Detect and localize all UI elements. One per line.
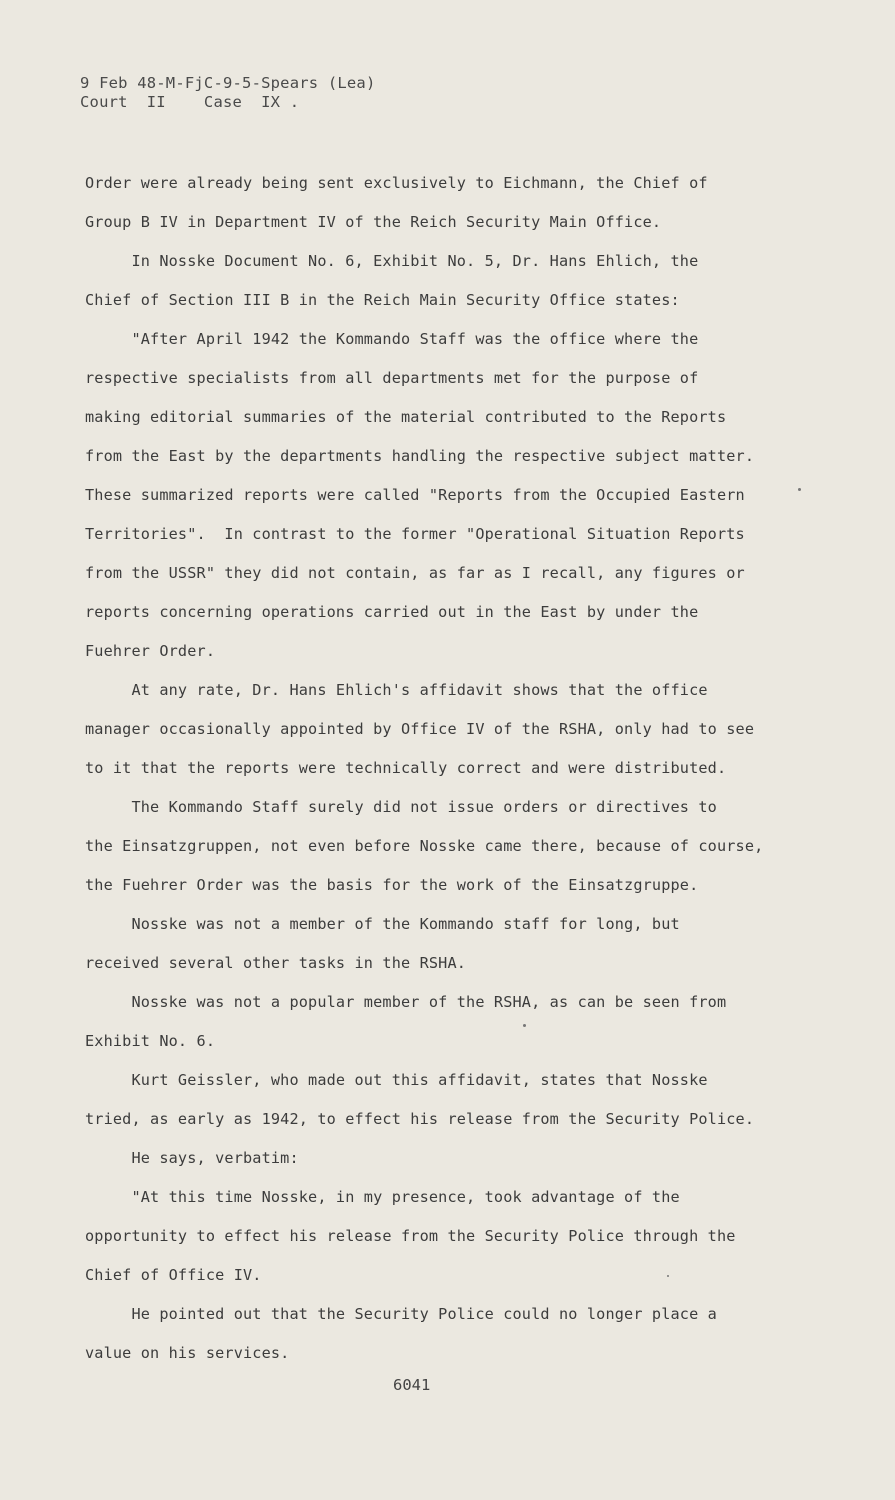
text-line: from the USSR" they did not contain, as far as I recall, any figures or bbox=[85, 564, 745, 582]
text-line: In Nosske Document No. 6, Exhibit No. 5, Dr. Hans Ehlich, the bbox=[85, 252, 699, 270]
text-line: manager occasionally appointed by Office IV of the RSHA, only had to see bbox=[85, 720, 755, 738]
text-line: The Kommando Staff surely did not issue orders or directives to bbox=[85, 798, 717, 816]
text-line: opportunity to effect his release from the Security Police through the bbox=[85, 1227, 736, 1245]
paper-speck bbox=[798, 488, 801, 491]
text-line: reports concerning operations carried out in the East by under the bbox=[85, 603, 699, 621]
text-line: Chief of Section III B in the Reich Main Security Office states: bbox=[85, 291, 680, 309]
text-line: value on his services. bbox=[85, 1344, 290, 1362]
text-line: At any rate, Dr. Hans Ehlich's affidavit shows that the office bbox=[85, 681, 708, 699]
text-line: received several other tasks in the RSHA. bbox=[85, 954, 467, 972]
text-line: "At this time Nosske, in my presence, took advantage of the bbox=[85, 1188, 680, 1206]
text-line: Kurt Geissler, who made out this affidavit, states that Nosske bbox=[85, 1071, 708, 1089]
text-line: "After April 1942 the Kommando Staff was the office where the bbox=[85, 330, 699, 348]
page-number: 6041 bbox=[393, 1376, 431, 1394]
text-line: respective specialists from all departments met for the purpose of bbox=[85, 369, 699, 387]
text-line: Chief of Office IV. bbox=[85, 1266, 262, 1284]
text-line: Exhibit No. 6. bbox=[85, 1032, 216, 1050]
text-line: the Einsatzgruppen, not even before Nosske came there, because of course, bbox=[85, 837, 764, 855]
text-line: Fuehrer Order. bbox=[85, 642, 216, 660]
text-line: making editorial summaries of the material contributed to the Reports bbox=[85, 408, 727, 426]
text-line: to it that the reports were technically correct and were distributed. bbox=[85, 759, 727, 777]
paper-speck bbox=[523, 1024, 526, 1027]
document-header bbox=[80, 74, 376, 112]
text-line: Nosske was not a member of the Kommando staff for long, but bbox=[85, 915, 680, 933]
text-line: He pointed out that the Security Police could no longer place a bbox=[85, 1305, 717, 1323]
document-body bbox=[85, 164, 795, 1373]
paper-speck bbox=[667, 1275, 669, 1277]
text-line: the Fuehrer Order was the basis for the work of the Einsatzgruppe. bbox=[85, 876, 699, 894]
text-line: from the East by the departments handling the respective subject matter. bbox=[85, 447, 755, 465]
text-line: Nosske was not a popular member of the RSHA, as can be seen from bbox=[85, 993, 727, 1011]
text-line: These summarized reports were called "Reports from the Occupied Eastern bbox=[85, 486, 745, 504]
text-line: tried, as early as 1942, to effect his release from the Security Police. bbox=[85, 1110, 755, 1128]
text-line: He says, verbatim: bbox=[85, 1149, 299, 1167]
text-line: Order were already being sent exclusively to Eichmann, the Chief of bbox=[85, 174, 708, 192]
header-line-1: 9 Feb 48-M-FjC-9-5-Spears (Lea) bbox=[80, 74, 376, 92]
text-line: Territories". In contrast to the former "Operational Situation Reports bbox=[85, 525, 745, 543]
text-line: Group B IV in Department IV of the Reich Security Main Office. bbox=[85, 213, 662, 231]
header-line-2: Court II Case IX . bbox=[80, 93, 300, 111]
